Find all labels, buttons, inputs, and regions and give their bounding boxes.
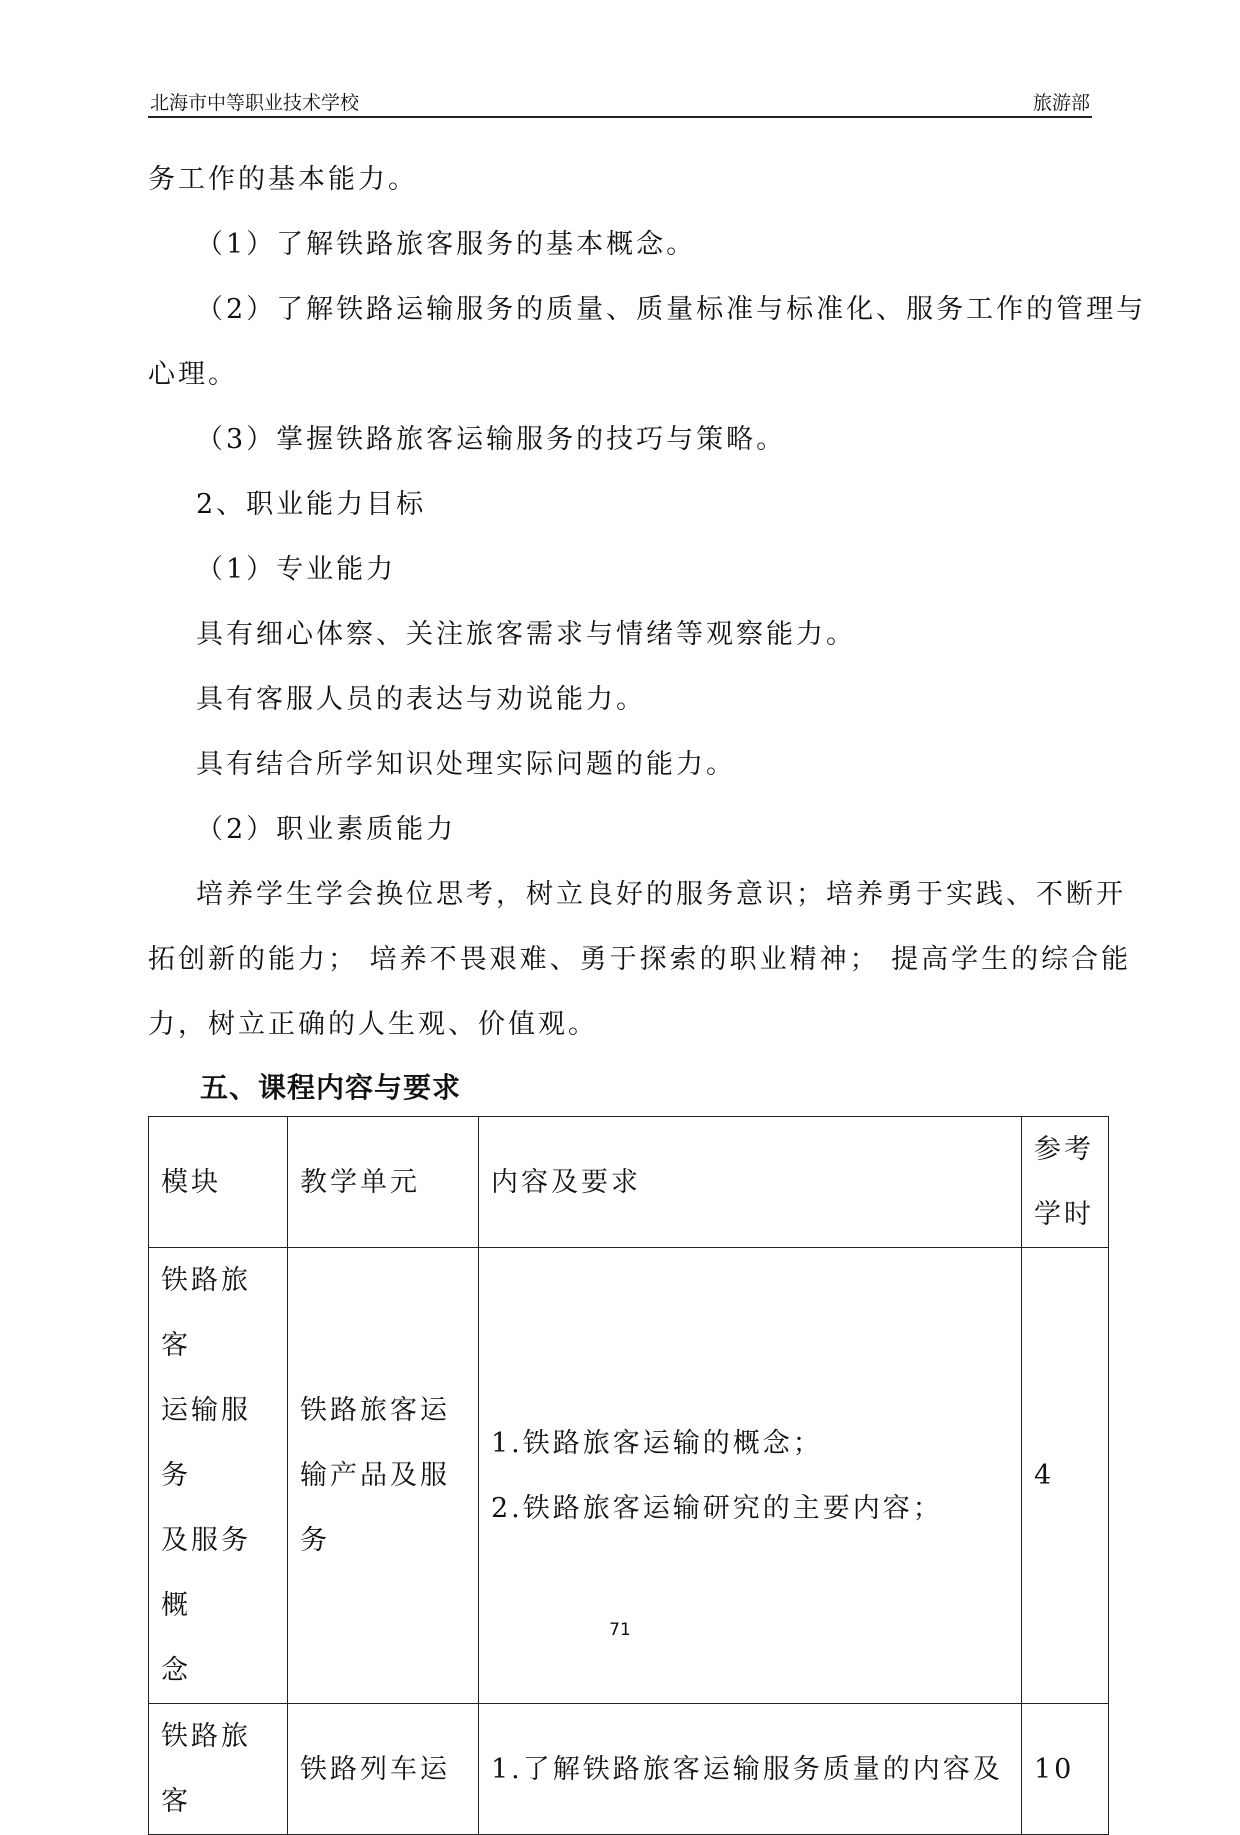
body-line-12: 培养学生学会换位思考，树立良好的服务意识；培养勇于实践、不断开 [196, 879, 1126, 910]
body-line-5: （3）掌握铁路旅客运输服务的技巧与策略。 [196, 424, 787, 455]
cell-unit: 铁路列车运 [288, 1704, 479, 1835]
body-line-3: （2）了解铁路运输服务的质量、质量标准与标准化、服务工作的管理与 [196, 294, 1147, 325]
body-line-14: 力，树立正确的人生观、价值观。 [148, 1009, 598, 1040]
header-content: 内容及要求 [479, 1117, 1022, 1248]
cell-module: 铁路旅客 [149, 1704, 288, 1835]
body-line-11: （2）职业素质能力 [196, 814, 457, 845]
table-row [149, 1704, 1109, 1835]
body-line-10: 具有结合所学知识处理实际问题的能力。 [196, 749, 736, 780]
body-line-8: 具有细心体察、关注旅客需求与情绪等观察能力。 [196, 619, 856, 650]
course-content-table [148, 1116, 1109, 1835]
body-line-13: 拓创新的能力； 培养不畏艰难、勇于探索的职业精神； 提高学生的综合能 [148, 944, 1132, 975]
header-module: 模块 [149, 1117, 288, 1248]
section-heading: 五、课程内容与要求 [200, 1071, 462, 1104]
cell-hours: 4 [1022, 1248, 1109, 1704]
cell-hours: 10 [1022, 1704, 1109, 1835]
body-line-6: 2、职业能力目标 [196, 489, 427, 520]
table-header-row [149, 1117, 1109, 1248]
page-header [148, 82, 1092, 118]
body-line-9: 具有客服人员的表达与劝说能力。 [196, 684, 646, 715]
cell-content: 1.铁路旅客运输的概念； 2.铁路旅客运输研究的主要内容； [479, 1248, 1022, 1704]
body-line-2: （1）了解铁路旅客服务的基本概念。 [196, 229, 697, 260]
cell-content: 1.了解铁路旅客运输服务质量的内容及 [479, 1704, 1022, 1835]
body-line-4: 心理。 [148, 359, 238, 390]
page-number: 71 [609, 1620, 631, 1640]
header-hours: 参考 学时 [1022, 1117, 1109, 1248]
body-line-7: （1）专业能力 [196, 554, 397, 585]
school-name: 北海市中等职业技术学校 [150, 92, 360, 114]
body-line-1: 务工作的基本能力。 [148, 164, 418, 195]
cell-unit: 铁路旅客运 输产品及服 务 [288, 1248, 479, 1704]
cell-module: 铁路旅客 运输服务 及服务概 念 [149, 1248, 288, 1704]
department-name: 旅游部 [1032, 92, 1090, 114]
header-unit: 教学单元 [288, 1117, 479, 1248]
